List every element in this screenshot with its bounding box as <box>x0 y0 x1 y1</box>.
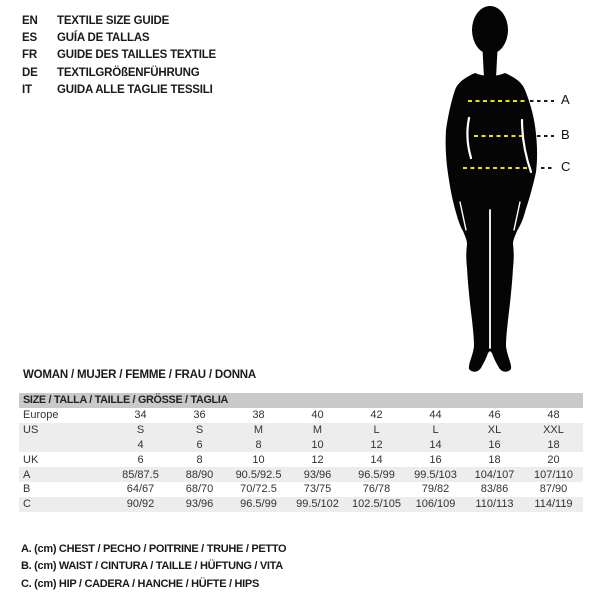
size-table-header: SIZE / TALLA / TAILLE / GRÖSSE / TAGLIA <box>19 393 583 408</box>
size-value: 99.5/102 <box>296 498 339 511</box>
size-value: 48 <box>547 409 560 422</box>
language-row-fr <box>22 47 216 64</box>
language-code: ES <box>22 31 37 44</box>
size-value: S <box>195 424 204 437</box>
size-value: 12 <box>311 453 324 466</box>
size-value: M <box>253 424 264 437</box>
measure-line-a <box>468 100 525 102</box>
size-value: 14 <box>429 438 442 451</box>
marker-label-a: A <box>561 92 570 107</box>
language-row-es <box>22 29 216 46</box>
size-value: 85/87.5 <box>122 468 159 481</box>
size-table <box>19 393 583 512</box>
size-value: 79/82 <box>421 483 450 496</box>
legend-line-a: A. (cm) CHEST / PECHO / POITRINE / TRUHE / PETTO <box>21 543 287 555</box>
size-value: 73/75 <box>303 483 332 496</box>
row-label: Europe <box>23 409 59 422</box>
size-value: 14 <box>370 453 383 466</box>
row-label: B <box>23 483 31 496</box>
size-value: 110/113 <box>475 498 514 511</box>
language-title: TEXTILE SIZE GUIDE <box>57 14 170 27</box>
size-value: 93/96 <box>185 498 214 511</box>
row-label: US <box>23 424 39 437</box>
size-value: 34 <box>134 409 147 422</box>
size-value: 90.5/92.5 <box>235 468 282 481</box>
size-value: 68/70 <box>185 483 214 496</box>
legend-line-b: B. (cm) WAIST / CINTURA / TAILLE / HÜFTUNG / VITA <box>21 560 283 573</box>
size-value: 46 <box>488 409 501 422</box>
size-value: 12 <box>370 438 383 451</box>
legend-line-c: C. (cm) HIP / CADERA / HANCHE / HÜFTE / HIPS <box>21 577 259 590</box>
woman-silhouette-icon <box>410 4 570 372</box>
size-value: 87/90 <box>539 483 568 496</box>
size-value: 96.5/99 <box>358 468 395 481</box>
size-table-row-b <box>19 482 583 497</box>
size-value: 10 <box>252 453 265 466</box>
size-value: 90/92 <box>126 498 155 511</box>
row-label: C <box>23 498 31 511</box>
size-value: 44 <box>429 409 442 422</box>
size-value: 83/86 <box>480 483 509 496</box>
size-table-row-us-numeric <box>19 438 583 453</box>
size-value: 16 <box>429 453 442 466</box>
row-label: UK <box>23 453 39 466</box>
size-value: M <box>312 424 323 437</box>
size-value: 99.5/103 <box>414 468 457 481</box>
language-code: FR <box>22 49 37 62</box>
language-title: GUÍA DE TALLAS <box>57 31 150 44</box>
size-value: 107/110 <box>534 468 573 481</box>
size-value: 20 <box>547 453 560 466</box>
section-title: WOMAN / MUJER / FEMME / FRAU / DONNA <box>23 369 257 381</box>
size-value: 40 <box>311 409 324 422</box>
size-value: 8 <box>255 438 262 451</box>
size-value: 70/72.5 <box>240 483 277 496</box>
size-table-row-europe <box>19 408 583 423</box>
size-value: 4 <box>137 438 144 451</box>
leader-line-c <box>541 167 554 169</box>
language-list <box>22 12 216 98</box>
size-value: 102.5/105 <box>352 498 401 511</box>
size-value: 114/119 <box>534 498 573 511</box>
row-label: A <box>23 468 31 481</box>
language-code: EN <box>22 14 38 27</box>
size-value: S <box>136 424 145 437</box>
size-value: 64/67 <box>126 483 155 496</box>
size-value: XL <box>487 424 502 437</box>
size-table-row-c <box>19 497 583 512</box>
size-value: 96.5/99 <box>240 498 277 511</box>
size-value: 8 <box>196 453 203 466</box>
measure-line-b <box>474 135 522 137</box>
language-row-it <box>22 81 216 98</box>
size-value: XXL <box>543 424 564 437</box>
size-table-row-us <box>19 423 583 438</box>
size-value: L <box>432 424 439 437</box>
size-value: 104/107 <box>474 468 515 481</box>
size-value: 42 <box>370 409 383 422</box>
language-title: TEXTILGRÖßENFÜHRUNG <box>57 66 200 79</box>
marker-label-b: B <box>561 127 570 142</box>
size-value: 18 <box>488 453 501 466</box>
size-value: 36 <box>193 409 206 422</box>
language-row-en <box>22 12 216 29</box>
leader-line-a <box>530 100 554 102</box>
measurement-legend <box>21 543 286 595</box>
language-code: IT <box>22 83 32 96</box>
size-value: 6 <box>137 453 144 466</box>
language-title: GUIDE DES TAILLES TEXTILE <box>57 49 216 62</box>
size-value: 76/78 <box>362 483 391 496</box>
size-value: 6 <box>196 438 203 451</box>
size-table-row-a <box>19 467 583 482</box>
size-value: 88/90 <box>185 468 214 481</box>
size-value: 10 <box>311 438 324 451</box>
size-value: 18 <box>547 438 560 451</box>
size-value: L <box>373 424 380 437</box>
leader-line-b <box>537 135 554 137</box>
language-row-de <box>22 64 216 81</box>
size-table-row-uk <box>19 452 583 467</box>
size-value: 106/109 <box>415 498 456 511</box>
size-value: 93/96 <box>303 468 332 481</box>
language-code: DE <box>22 66 38 79</box>
language-title: GUIDA ALLE TAGLIE TESSILI <box>57 83 213 96</box>
size-table-body <box>19 408 583 512</box>
size-value: 16 <box>488 438 501 451</box>
size-value: 38 <box>252 409 265 422</box>
measure-line-c <box>463 167 529 169</box>
marker-label-c: C <box>561 159 571 174</box>
